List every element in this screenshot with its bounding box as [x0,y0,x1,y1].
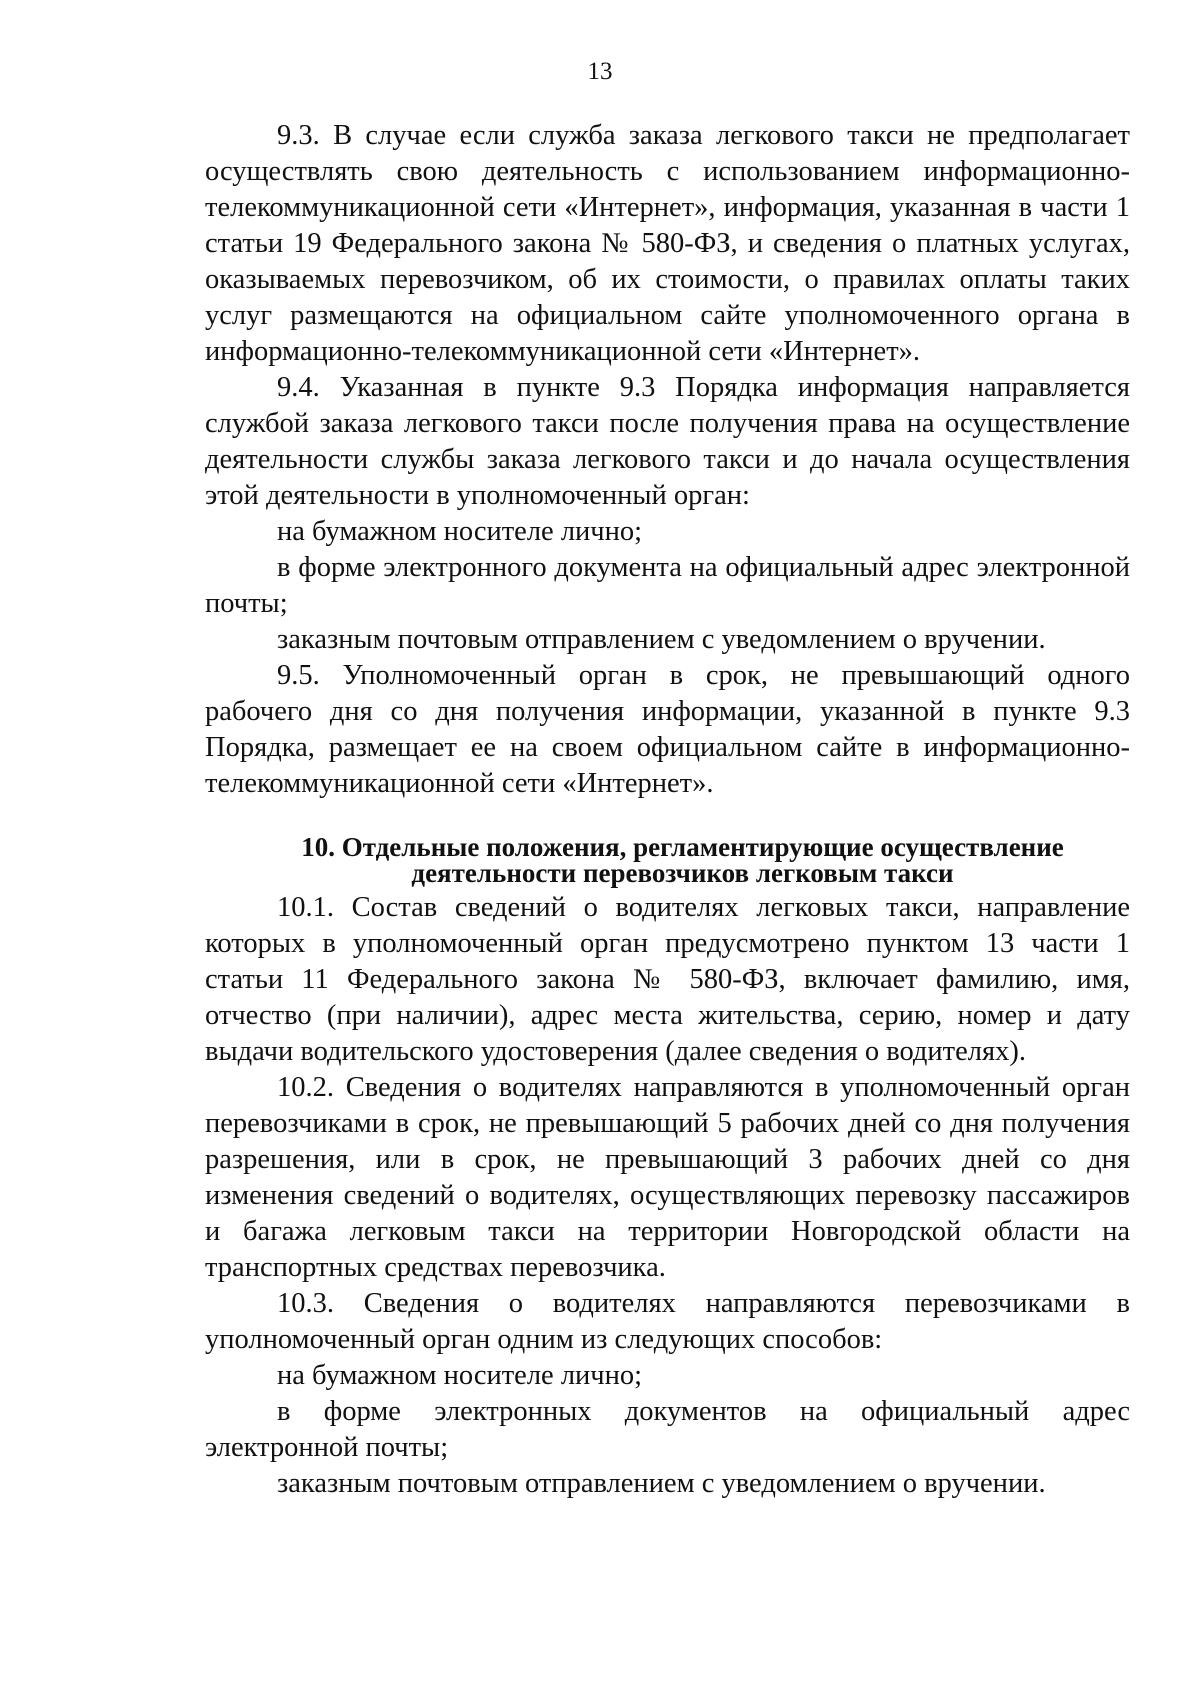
list-item-paper: на бумажном носителе лично; [277,516,643,547]
paragraph-9-5: 9.5. Уполномоченный орган в срок, не превышающий одного рабочего дня со дня получения информации, указанной в пункте 9.3 Порядка, размещает ее на своем официальном сайте в информационно-телекоммуникационной сети «Интернет». [205,660,1130,799]
document-body [205,118,1130,1502]
section-heading [205,834,1130,886]
list-item-electronic: в форме электронного документа на официальный адрес электронной почты; [205,552,1130,619]
list-item-paper-2: на бумажном носителе лично; [277,1360,643,1391]
paragraph-9-4: 9.4. Указанная в пункте 9.3 Порядка информация направляется службой заказа легкового такси после получения права на осуществление деятельности службы заказа легкового такси и до начала осуществления этой деятельности в уполномоченный орган: [205,372,1130,511]
page-number: 13 [587,58,613,85]
list-item-registered-mail-2: заказным почтовым отправлением с уведомлением о вручении. [277,1468,1046,1499]
section-heading-line-1: 10. Отдельные положения, регламентирующие осуществление [301,832,1064,862]
paragraph-9-3: 9.3. В случае если служба заказа легкового такси не предполагает осуществлять свою деятельность с использованием информационно-телекоммуникационной сети «Интернет», информация, указанная в части 1 статьи 19 Федерального закона № 580-ФЗ, и сведения о платных услугах, оказываемых перевозчиком, об их стоимости, о правилах оплаты таких услуг размещаются на официальном сайте уполномоченного органа в информационно-телекоммуникационной сети «Интернет». [205,120,1130,367]
section-heading-line-2: деятельности перевозчиков легковым такси [411,858,954,888]
paragraph-10-1: 10.1. Состав сведений о водителях легковых такси, направление которых в уполномоченный орган предусмотрено пунктом 13 части 1 статьи 11 Федерального закона № 580-ФЗ, включает фамилию, имя, отчество (при наличии), адрес места жительства, серию, номер и дату выдачи водительского удостоверения (далее сведения о водителях). [205,892,1130,1067]
paragraph-10-3: 10.3. Сведения о водителях направляются перевозчиками в уполномоченный орган одним из следующих способов: [205,1288,1130,1355]
list-item-registered-mail: заказным почтовым отправлением с уведомлением о вручении. [277,624,1046,655]
paragraph-10-2: 10.2. Сведения о водителях направляются в уполномоченный орган перевозчиками в срок, не превышающий 5 рабочих дней со дня получения разрешения, или в срок, не превышающий 3 рабочих дней со дня изменения сведений о водителях, осуществляющих перевозку пассажиров и багажа легковым такси на территории Новгородской области на транспортных средствах перевозчика. [205,1072,1130,1283]
list-item-electronic-2: в форме электронных документов на официальный адрес электронной почты; [205,1396,1130,1463]
